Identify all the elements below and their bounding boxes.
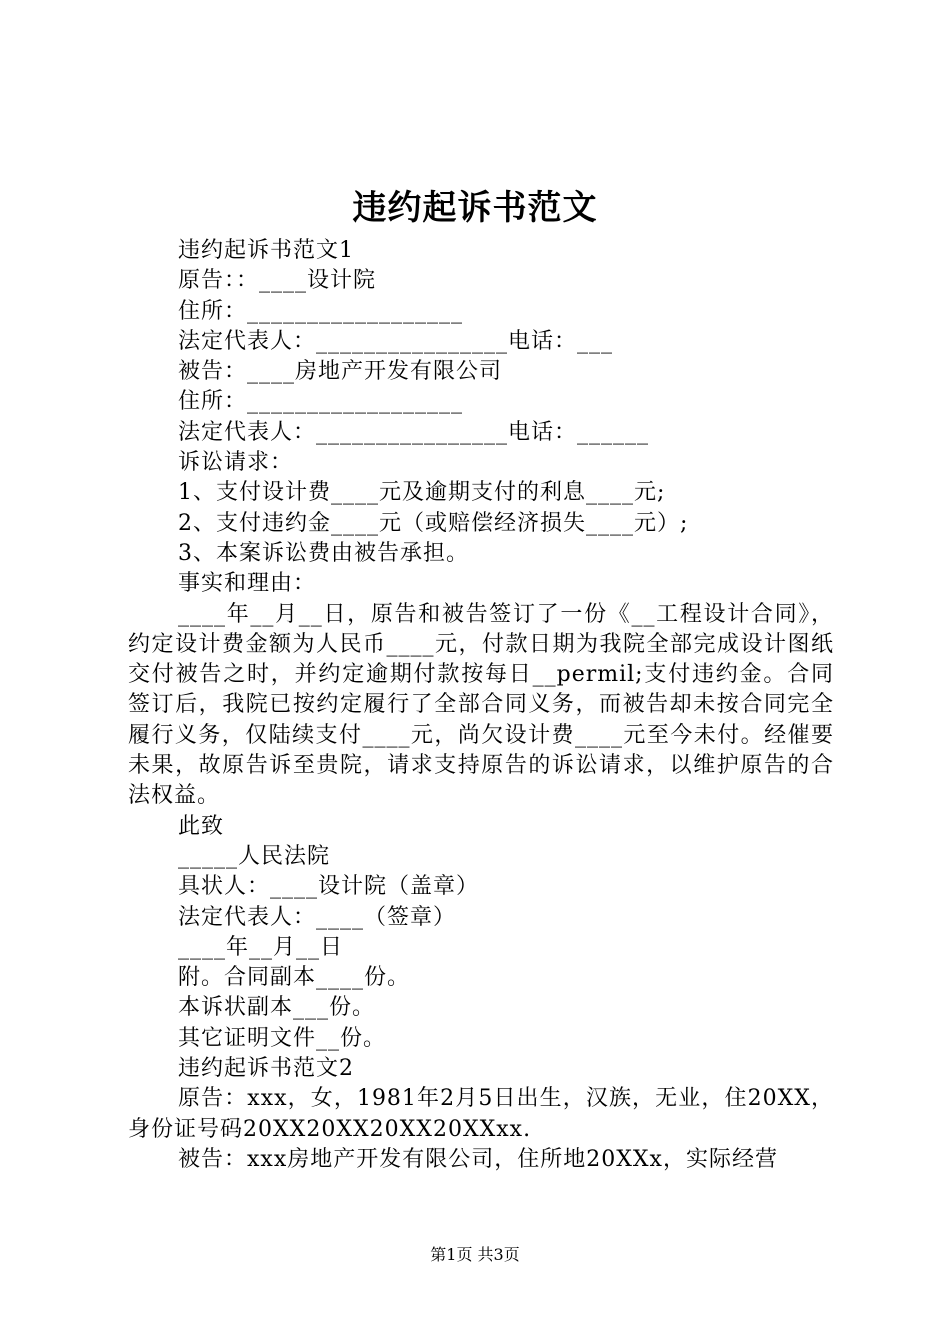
section-heading-2: 违约起诉书范文2 <box>178 1056 354 1082</box>
defendant-representative-line: 法定代表人：________________电话：______ <box>178 419 650 445</box>
plaintiff-address-line: 住所：__________________ <box>178 298 464 324</box>
plaintiff-paragraph: 原告：xxx，女，1981年2月5日出生，汉族，无业，住20XX，身份证号码20XX20XX20XX20XXxx. <box>128 1086 834 1142</box>
signer-line: 具状人：____设计院（盖章） <box>178 874 480 900</box>
document-body <box>128 236 834 1175</box>
attachment-line: 其它证明文件__份。 <box>178 1025 387 1051</box>
page-title: 违约起诉书范文 <box>352 188 598 228</box>
plaintiff-representative-line: 法定代表人：________________电话：___ <box>178 328 614 354</box>
claim-item: 3、本案诉讼费由被告承担。 <box>178 540 469 566</box>
defendant-address-line: 住所：__________________ <box>178 389 464 415</box>
signer-representative-line: 法定代表人：____（签章） <box>178 904 457 930</box>
attachment-line: 附。合同副本____份。 <box>178 965 411 991</box>
claim-item: 2、支付违约金____元（或赔偿经济损失____元）; <box>178 510 689 536</box>
section-heading-1: 违约起诉书范文1 <box>178 238 354 263</box>
salutation: 此致 <box>178 813 225 839</box>
defendant-paragraph: 被告：xxx房地产开发有限公司，住所地20XXx，实际经营 <box>178 1146 778 1172</box>
court-line: _____人民法院 <box>178 843 331 869</box>
claims-heading: 诉讼请求： <box>178 450 294 476</box>
defendant-line: 被告：____房地产开发有限公司 <box>178 359 503 385</box>
facts-heading: 事实和理由： <box>178 571 317 597</box>
attachment-line: 本诉状副本___份。 <box>178 995 376 1021</box>
date-line: ____年__月__日 <box>178 934 344 960</box>
claim-item: 1、支付设计费____元及逾期支付的利息____元; <box>178 480 666 506</box>
plaintiff-line: 原告：：____设计院 <box>178 268 377 294</box>
page-footer: 第1页 共3页 <box>430 1245 520 1264</box>
facts-paragraph: ____年__月__日，原告和被告签订了一份《__工程设计合同》，约定设计费金额为人民币____元，付款日期为我院全部完成设计图纸交付被告之时，并约定逾期付款按每日__permil;支付违约金。合同签订后，我院已按约定履行了全部合同义务，而被告却未按合同完全履行义务，仅陆续支付____元，尚欠设计费____元至今未付。经催要未果，故原告诉至贵院，请求支持原告的诉讼请求，以维护原告的合法权益。 <box>128 601 834 809</box>
